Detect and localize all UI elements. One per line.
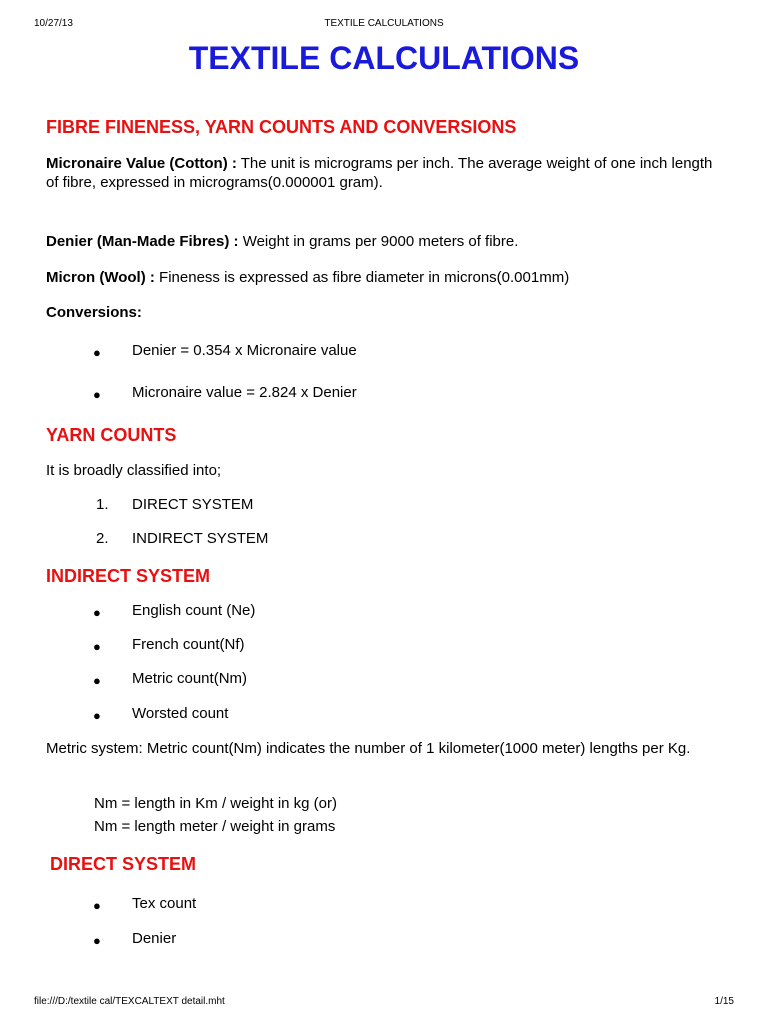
bullet-icon: ●: [93, 345, 101, 360]
bullet-icon: ●: [93, 387, 101, 402]
formula-line: Nm = length in Km / weight in kg (or): [94, 795, 338, 812]
micron-definition: Fineness is expressed as fibre diameter in microns(0.001mm): [154, 269, 570, 286]
indirect-item: French count(Nf): [132, 636, 245, 653]
page-number: 1/15: [714, 996, 734, 1007]
denier-term: Denier (Man-Made Fibres) :: [46, 233, 239, 250]
indirect-item: English count (Ne): [132, 602, 256, 619]
header-title: TEXTILE CALCULATIONS: [324, 18, 444, 29]
micron-term: Micron (Wool) :: [46, 269, 155, 286]
micronaire-paragraph: [46, 154, 728, 192]
bullet-icon: ●: [93, 708, 101, 723]
section-heading-indirect: INDIRECT SYSTEM: [46, 566, 211, 586]
section-heading-direct: DIRECT SYSTEM: [50, 854, 197, 874]
conversion-item: Micronaire value = 2.824 x Denier: [132, 384, 357, 401]
denier-paragraph: [46, 232, 728, 251]
header-date: 10/27/13: [34, 18, 73, 29]
bullet-icon: ●: [93, 933, 101, 948]
conversion-item: Denier = 0.354 x Micronaire value: [132, 342, 357, 359]
micronaire-term: Micronaire Value (Cotton) :: [46, 155, 237, 172]
micronaire-definition: The unit is micrograms per inch. The average weight of one inch length of fibre, expressed in micrograms(0.000001 gram).: [46, 155, 713, 191]
conversions-label: Conversions:: [46, 304, 142, 321]
bullet-icon: ●: [93, 639, 101, 654]
system-item: DIRECT SYSTEM: [132, 496, 254, 513]
bullet-icon: ●: [93, 605, 101, 620]
footer-file-path: file:///D:/textile cal/TEXCALTEXT detail.mht: [34, 996, 225, 1007]
indirect-item: Metric count(Nm): [132, 670, 248, 687]
yarn-counts-intro: It is broadly classified into;: [46, 462, 222, 479]
bullet-icon: ●: [93, 673, 101, 688]
micron-paragraph: [46, 268, 728, 287]
direct-item: Denier: [132, 930, 177, 947]
indirect-item: Worsted count: [132, 705, 229, 722]
bullet-icon: ●: [93, 898, 101, 913]
metric-system-paragraph: Metric system: Metric count(Nm) indicates the number of 1 kilometer(1000 meter) lengths per Kg.: [46, 740, 691, 757]
list-number: 2.: [96, 530, 109, 547]
section-heading-fibre: FIBRE FINENESS, YARN COUNTS AND CONVERSIONS: [46, 117, 517, 137]
page-title: TEXTILE CALCULATIONS: [188, 40, 580, 76]
section-heading-yarn-counts: YARN COUNTS: [46, 425, 177, 445]
system-item: INDIRECT SYSTEM: [132, 530, 269, 547]
direct-item: Tex count: [132, 895, 197, 912]
list-number: 1.: [96, 496, 109, 513]
denier-definition: Weight in grams per 9000 meters of fibre.: [238, 233, 519, 250]
formula-line: Nm = length meter / weight in grams: [94, 818, 336, 835]
